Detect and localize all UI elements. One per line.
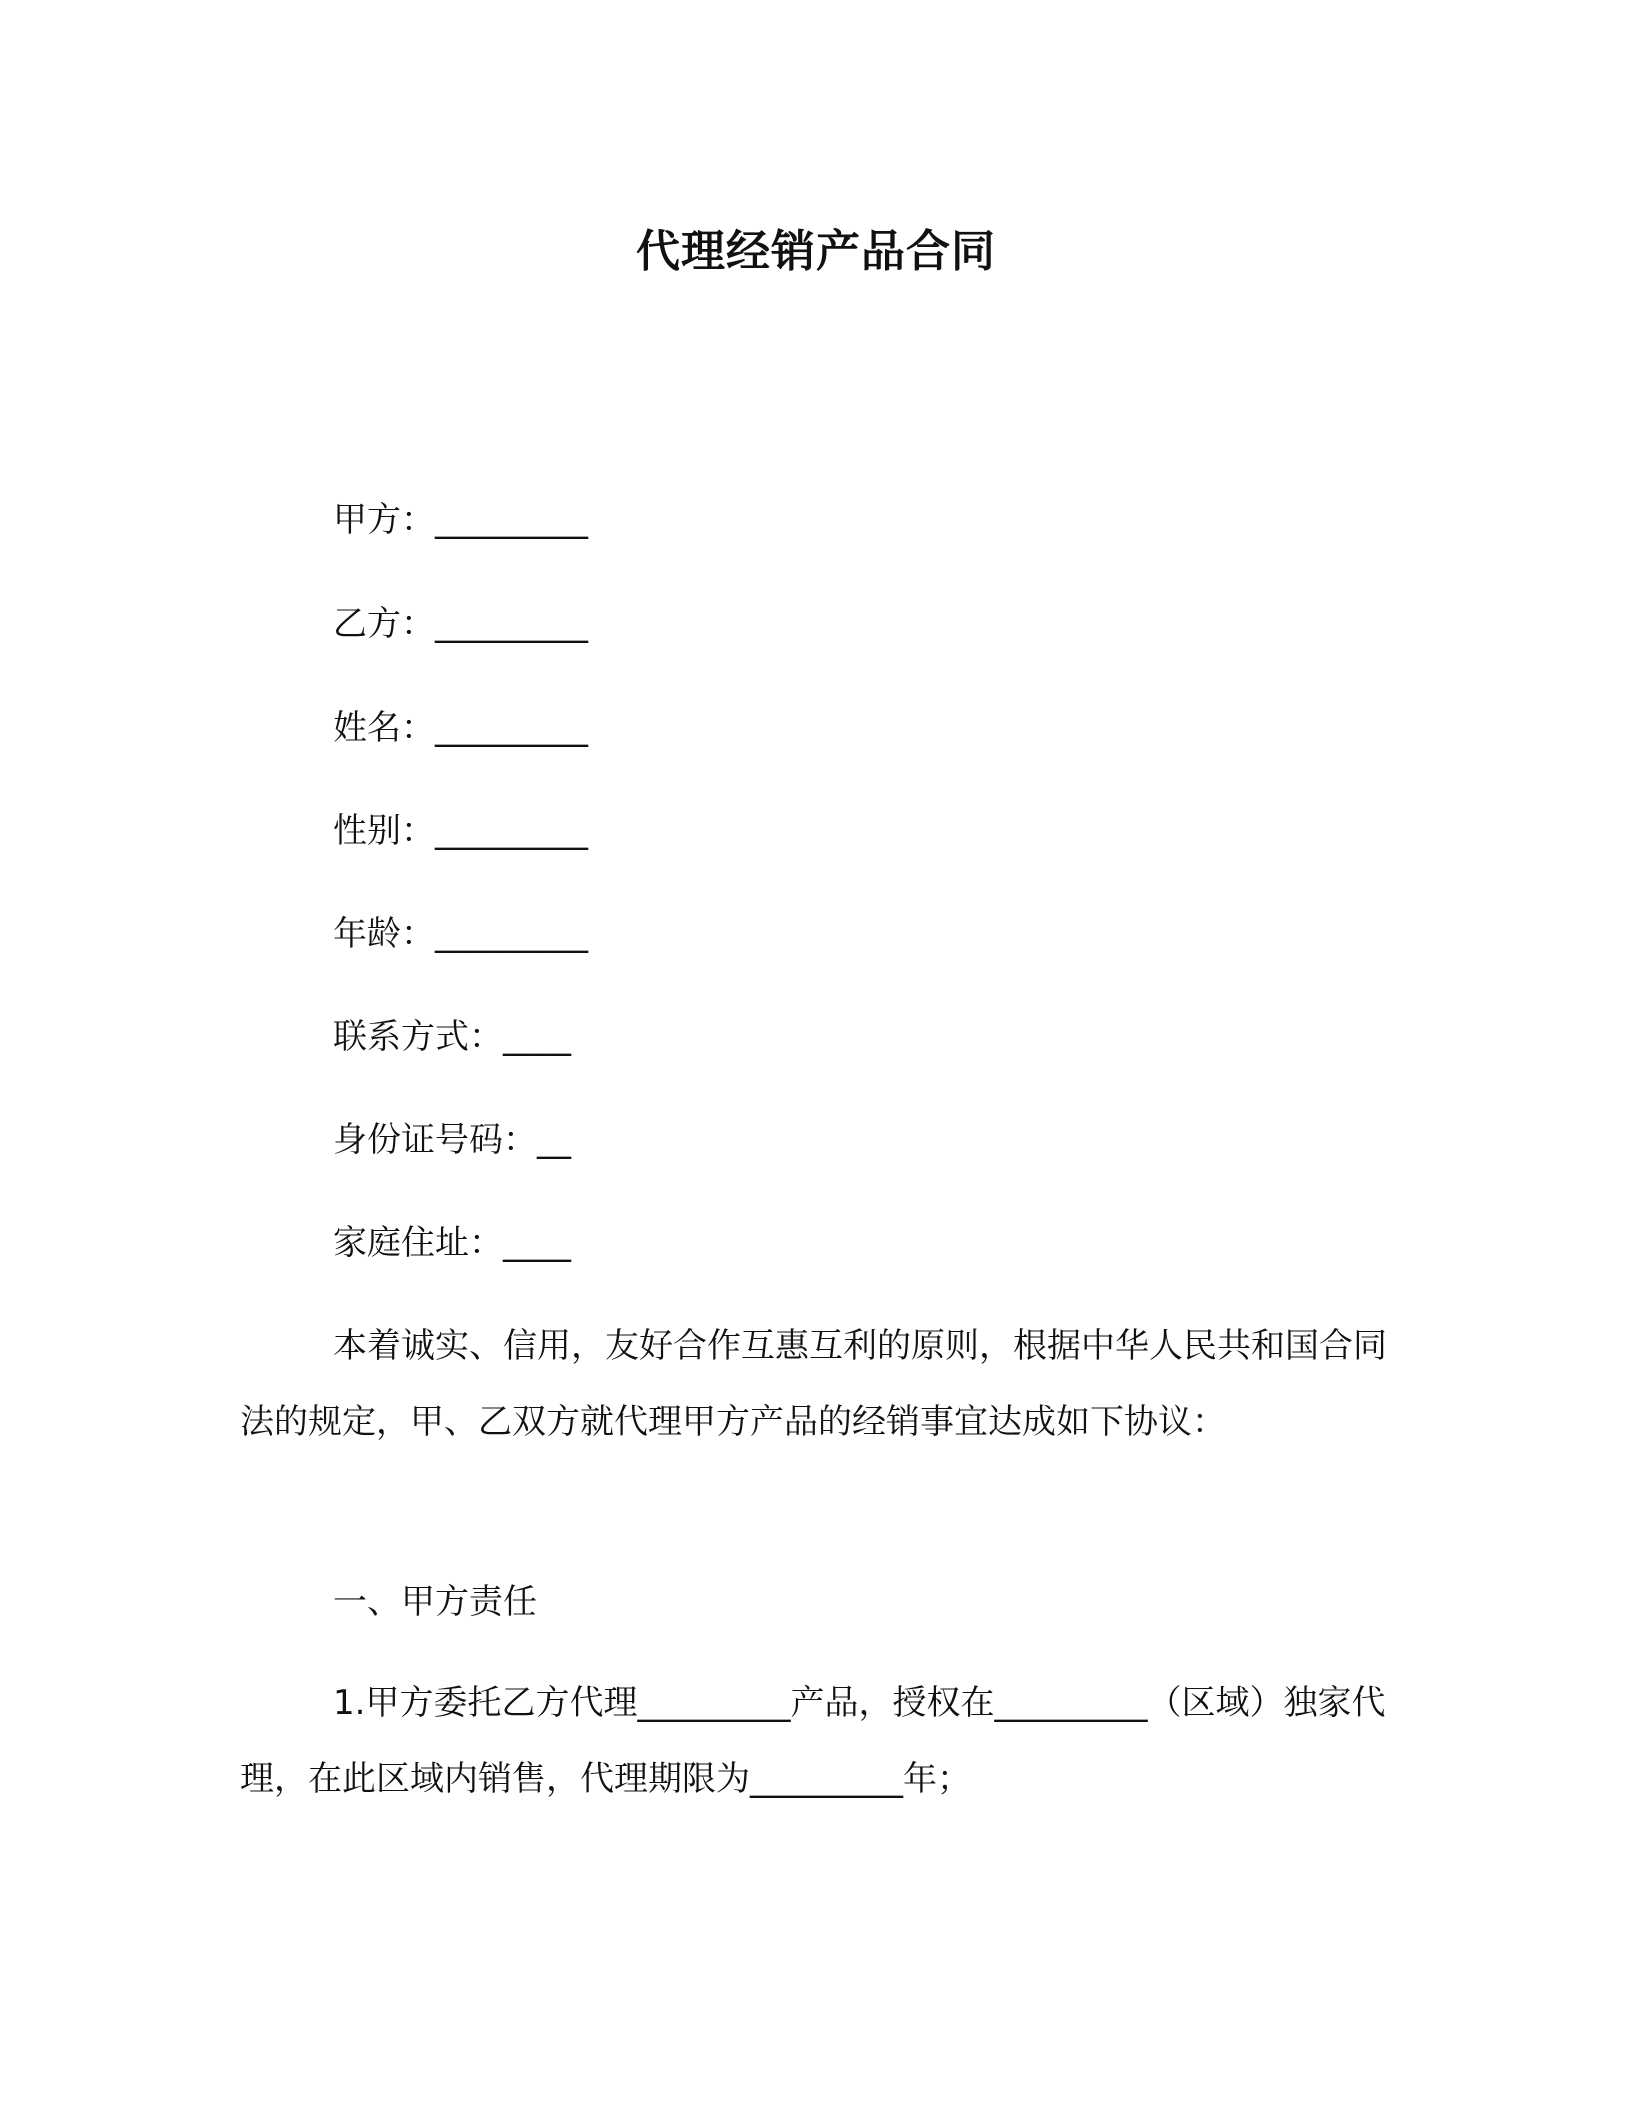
field-age: 年龄：_________ [333, 914, 588, 954]
clause-1-paragraph: 1.甲方委托乙方代理_________产品，授权在_________（区域）独家代理，在此区域内销售，代理期限为_________年； [240, 1683, 1386, 1799]
document-title: 代理经销产品合同 [636, 226, 996, 277]
field-id-number: 身份证号码：__ [333, 1120, 571, 1160]
preamble-paragraph: 本着诚实、信用，友好合作互惠互利的原则，根据中华人民共和国合同法的规定，甲、乙双方就代理甲方产品的经销事宜达成如下协议： [240, 1326, 1387, 1442]
field-gender: 性别：_________ [333, 811, 588, 851]
section-heading-party-a-duties: 一、甲方责任 [333, 1582, 537, 1622]
field-home-address: 家庭住址：____ [333, 1223, 571, 1263]
field-party-a: 甲方：_________ [333, 500, 588, 540]
field-name: 姓名：_________ [333, 708, 588, 748]
field-contact: 联系方式：____ [333, 1017, 571, 1057]
field-party-b: 乙方：_________ [333, 604, 588, 644]
